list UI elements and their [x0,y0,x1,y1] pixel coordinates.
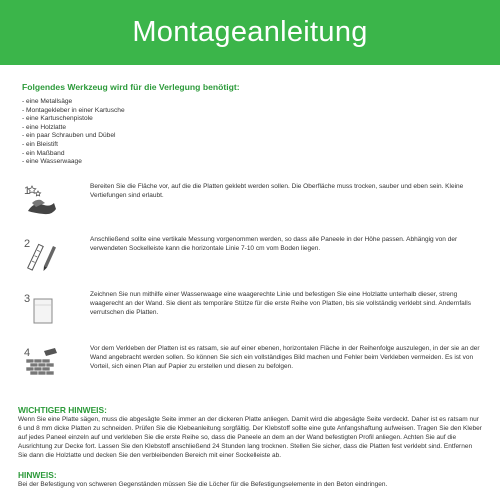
list-item: - eine Wasserwaage [22,158,82,166]
tools-heading: Folgendes Werkzeug wird für die Verlegung benötigt: [22,82,240,92]
hint-heading: HINWEIS: [18,470,57,480]
step-number: 3 [24,293,31,305]
panel-icon [22,291,60,329]
list-item: - eine Holzlatte [22,123,66,131]
measure-pencil-icon [22,236,60,274]
page-title: Montageanleitung [132,16,368,48]
step-number: 4 [24,347,31,359]
list-item: - Montagekleber in einer Kartusche [22,106,125,114]
title-banner [0,0,500,65]
list-item: - ein paar Schrauben und Dübel [22,132,116,140]
list-item: - ein Bleistift [22,140,58,148]
tools-list [22,98,125,167]
warning-text: Wenn Sie eine Platte sägen, muss die abgesägte Seite immer an der dickeren Platte anliegen. Damit wird die abgesägte Seite verdeckt. Daher ist es ratsam nur 6 und 8 mm dicke Platten zu schneiden. Prüfen Sie die Klebeanleitung sorgfältig. Der Klebstoff sollte eine gute Anfangshaftung aufweisen. Tragen Sie den Kleber auf jedes Paneel einzeln auf und verkleben Sie die erste Reihe so, dass die Paneele an dem an der Wand befestigten Profil anliegen. Achten Sie auf die Ausrichtung zur Decke fort. Lassen Sie den Klebstoff anschließend 24 Stunden lang trocknen. Stellen Sie sicher, dass die Platten fest verklebt sind. Entfernen Sie dann die Holzlatte und decken Sie den verbleibenden Bereich mit einer Sockelleiste ab. [18,416,482,459]
brick-wall-icon [22,345,60,383]
step-text: Vor dem Verkleben der Platten ist es ratsam, sie auf einer ebenen, horizontalen Fläche in der Reihenfolge auszulegen, in der sie an der Wand angebracht werden sollen. So können Sie sich ein vollständiges Bild machen und Fehler beim Verkleben vermeiden. Es ist von Vorteil, sich einen Plan auf Papier zu erstellen und diesen zu befolgen. [90,345,480,370]
step-number: 1 [24,185,31,197]
step-3 [22,291,482,335]
list-item: - eine Kartuschenpistole [22,115,93,123]
list-item: - eine Metallsäge [22,98,73,105]
wipe-surface-icon [22,183,60,221]
step-text: Anschließend sollte eine vertikale Messung vorgenommen werden, so dass alle Paneele in der Höhe passen. Abhängig von der verwendeten Sockelleiste kann die horizontale Linie 7-10 cm vom Boden liegen. [90,236,458,252]
step-2 [22,236,482,280]
step-4 [22,345,482,389]
step-text: Bereiten Sie die Fläche vor, auf die die Platten geklebt werden sollen. Die Oberfläche muss trocken, sauber und eben sein. Kleine Vertiefungen sind erlaubt. [90,183,464,199]
step-text: Zeichnen Sie nun mithilfe einer Wasserwaage eine waagerechte Linie und befestigen Sie eine Holzlatte unterhalb dieser, streng waagerecht an der Wand. Sie dient als temporäre Stütze für die erste Reihe von Platten, bis sie vollständig verklebt sind. Andernfalls verrutschen die Platten. [90,291,471,316]
step-number: 2 [24,238,31,250]
warning-heading: WICHTIGER HINWEIS: [18,405,107,415]
list-item: - ein Maßband [22,149,65,157]
step-1 [22,183,482,227]
hint-text: Bei der Befestigung von schweren Gegenständen müssen Sie die Löcher für die Befestigungselemente in den Beton eindringen. [18,481,388,488]
